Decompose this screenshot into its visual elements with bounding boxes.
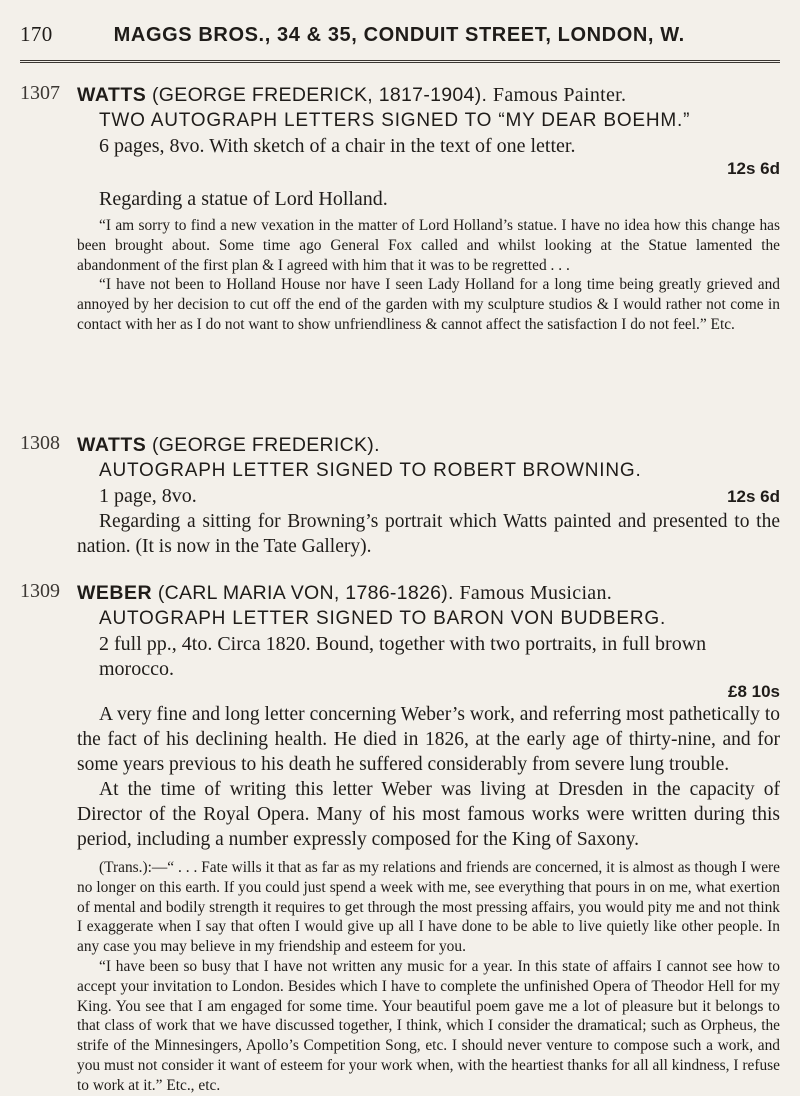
quote-paragraph: “I am sorry to find a new vexation in the matter of Lord Holland’s statue. I have no idea how this change has been brought about. Some time ago General Fox called and whilst looking at the Statue lamented the abandonment of the first plan & I agreed with him that it was to be regretted . . . xyxy=(77,217,780,274)
quote-paragraph: (Trans.):—“ . . . Fate wills it that as far as my relations and friends are concerned, it is almost as though I were no longer on this earth. If you could just spend a week with me, see everything that pours in on me, what exertion of mental and bodily strength it requires to get through the most pressing affairs, you would pity me and not think I exaggerate when I say that often I would give up all I have done to be able to live quietly like other people. In any case you may believe in my friendship and esteem for you. xyxy=(77,859,780,956)
entry-name-detail: (GEORGE FREDERICK). xyxy=(152,434,380,456)
entry-heading xyxy=(77,82,780,134)
lot-number: 1308 xyxy=(20,432,60,454)
quote-paragraph: “I have been so busy that I have not written any music for a year. In this state of affairs I cannot see how to accept your invitation to London. Besides which I have to complete the unfinished Opera of Theodor Hell for my King. You see that I am engaged for some time. Your beautiful poem gave me a lot of pleasure but it belongs to that class of work that we have discussed together, I think, which I consider the dramatical; such as Orpheus, the strife of the Minnesingers, Apollo’s Competition Song, etc. I should never venture to compose such a work, and you must not consider it want of esteem for your work when, with the heartiest thanks for all all kindness, I refuse to work at it.” Etc., etc. xyxy=(77,957,780,1094)
entry-physical-row xyxy=(99,484,780,509)
running-title: MAGGS BROS., 34 & 35, CONDUIT STREET, LONDON, W. xyxy=(113,24,685,46)
entry-heading xyxy=(77,580,780,632)
page-header xyxy=(20,22,780,47)
entry-price: 12s 6d xyxy=(727,159,780,178)
entry-name: WATTS xyxy=(77,434,147,456)
entry-note: Regarding a statue of Lord Holland. xyxy=(99,188,388,210)
entry-heading xyxy=(77,432,780,484)
entry-physical: 1 page, 8vo. xyxy=(99,485,197,507)
entry-note: Regarding a sitting for Browning’s portrait which Watts painted and presented to the nation. (It is now in the Tate Gallery). xyxy=(77,511,780,557)
catalogue-entry-1309 xyxy=(20,580,780,1096)
quote-paragraph: “I have not been to Holland House nor have I seen Lady Holland for a long time being greatly grieved and annoyed by her decision to cut off the end of the garden with my sculpture studios & I would rather not come in contact with her as I do not want to show unfriendliness & cannot affect the satisfaction I do not feel.” Etc. xyxy=(77,276,780,333)
entry-name-detail: (GEORGE FREDERICK, 1817-1904). xyxy=(152,84,488,106)
entry-name: WATTS xyxy=(77,84,147,106)
catalogue-entry-1308 xyxy=(20,432,780,559)
entry-name-detail: (CARL MARIA VON, 1786-1826). xyxy=(157,582,454,604)
entry-item: AUTOGRAPH LETTER SIGNED TO ROBERT BROWNING. xyxy=(99,460,642,481)
entry-description-label: Famous Musician. xyxy=(459,582,613,604)
entry-item: AUTOGRAPH LETTER SIGNED TO BARON VON BUDBERG. xyxy=(99,608,667,629)
lot-number: 1307 xyxy=(20,82,60,104)
entry-paragraph: A very fine and long letter concerning Weber’s work, and referring most pathetically to the fact of his declining health. He died in 1826, at the early age of thirty-nine, and for some years previous to his death he suffered considerably from severe lung trouble. xyxy=(77,704,780,775)
entry-price: 12s 6d xyxy=(727,487,780,506)
lot-number: 1309 xyxy=(20,580,60,602)
entry-item: TWO AUTOGRAPH LETTERS SIGNED TO “MY DEAR BOEHM.” xyxy=(99,110,691,131)
entry-physical: 2 full pp., 4to. Circa 1820. Bound, together with two portraits, in full brown morocco. xyxy=(99,633,707,680)
page-number: 170 xyxy=(20,22,53,46)
entry-paragraph: At the time of writing this letter Weber was living at Dresden in the capacity of Director of the Royal Opera. Many of his most famous works were written during this period, including a number expressly composed for the King of Saxony. xyxy=(77,779,780,850)
entry-name: WEBER xyxy=(77,582,153,604)
entry-physical: 6 pages, 8vo. With sketch of a chair in the text of one letter. xyxy=(99,135,576,157)
entry-description-label: Famous Painter. xyxy=(492,84,627,106)
header-rule xyxy=(20,60,780,63)
catalogue-entry-1307 xyxy=(20,82,780,335)
entry-price: £8 10s xyxy=(728,682,780,701)
